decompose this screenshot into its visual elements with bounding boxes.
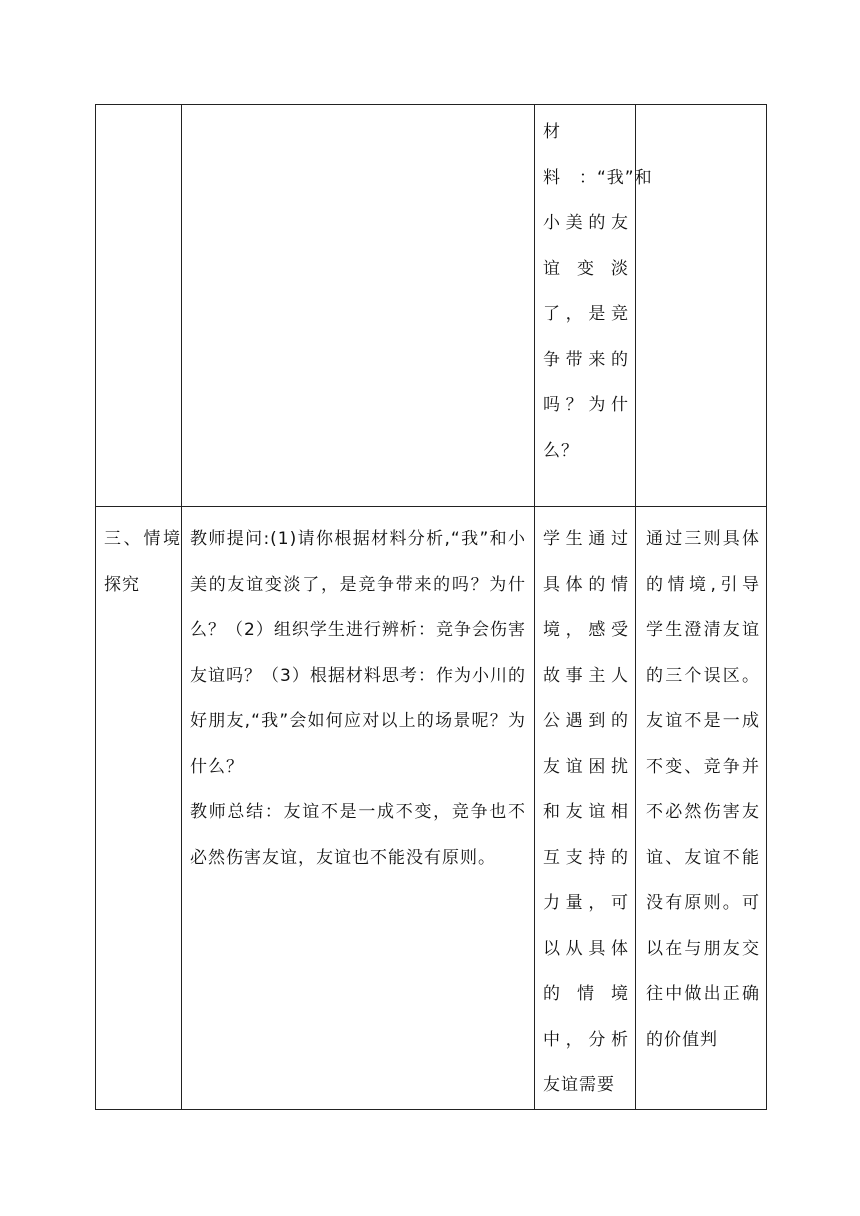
- stage-text: 三、情境探究: [104, 529, 181, 595]
- design-intent-cell: [636, 105, 767, 507]
- stage-cell: [96, 507, 182, 1110]
- lesson-plan-table: [95, 104, 767, 1110]
- teacher-summary-paragraph: 教师总结：友谊不是一成不变，竞争也不必然伤害友谊，友谊也不能没有原则。: [190, 802, 526, 868]
- design-intent-text: 通过三则具体的情境,引导学生澄清友谊的三个误区。友谊不是一成不变、竞争并不必然伤害友谊、友谊不能没有原则。可以在与朋友交往中做出正确的价值判: [646, 529, 760, 1050]
- teacher-activity-cell: [182, 105, 535, 507]
- student-activity-text: 学生通过具体的情境，感受故事主人公遇到的友谊困扰和友谊相互支持的力量，可以从具体的情境中，分析友谊需要: [543, 529, 629, 1095]
- student-activity-cell: [535, 105, 653, 507]
- table-row: [96, 105, 767, 507]
- stage-cell: [96, 105, 182, 507]
- student-activity-text: 材 料 ：“我”和小美的友谊变淡了，是竞争带来的吗？为什么？: [543, 122, 653, 461]
- teacher-activity-cell: [182, 507, 535, 1110]
- teacher-question-paragraph: 教师提问:(1)请你根据材料分析,“我”和小美的友谊变淡了，是竞争带来的吗？为什么？（2）组织学生进行辨析：竞争会伤害友谊吗？（3）根据材料思考：作为小川的好朋友,“我”会如何应对以上的场景呢？为什么？: [190, 529, 526, 777]
- stage-text: [96, 105, 181, 115]
- teacher-activity-text: [182, 507, 534, 881]
- design-intent-cell: [636, 507, 767, 1110]
- table-row: [96, 507, 767, 1110]
- teacher-activity-text: [182, 105, 534, 115]
- student-activity-cell: [535, 507, 636, 1110]
- design-intent-text: [636, 105, 766, 115]
